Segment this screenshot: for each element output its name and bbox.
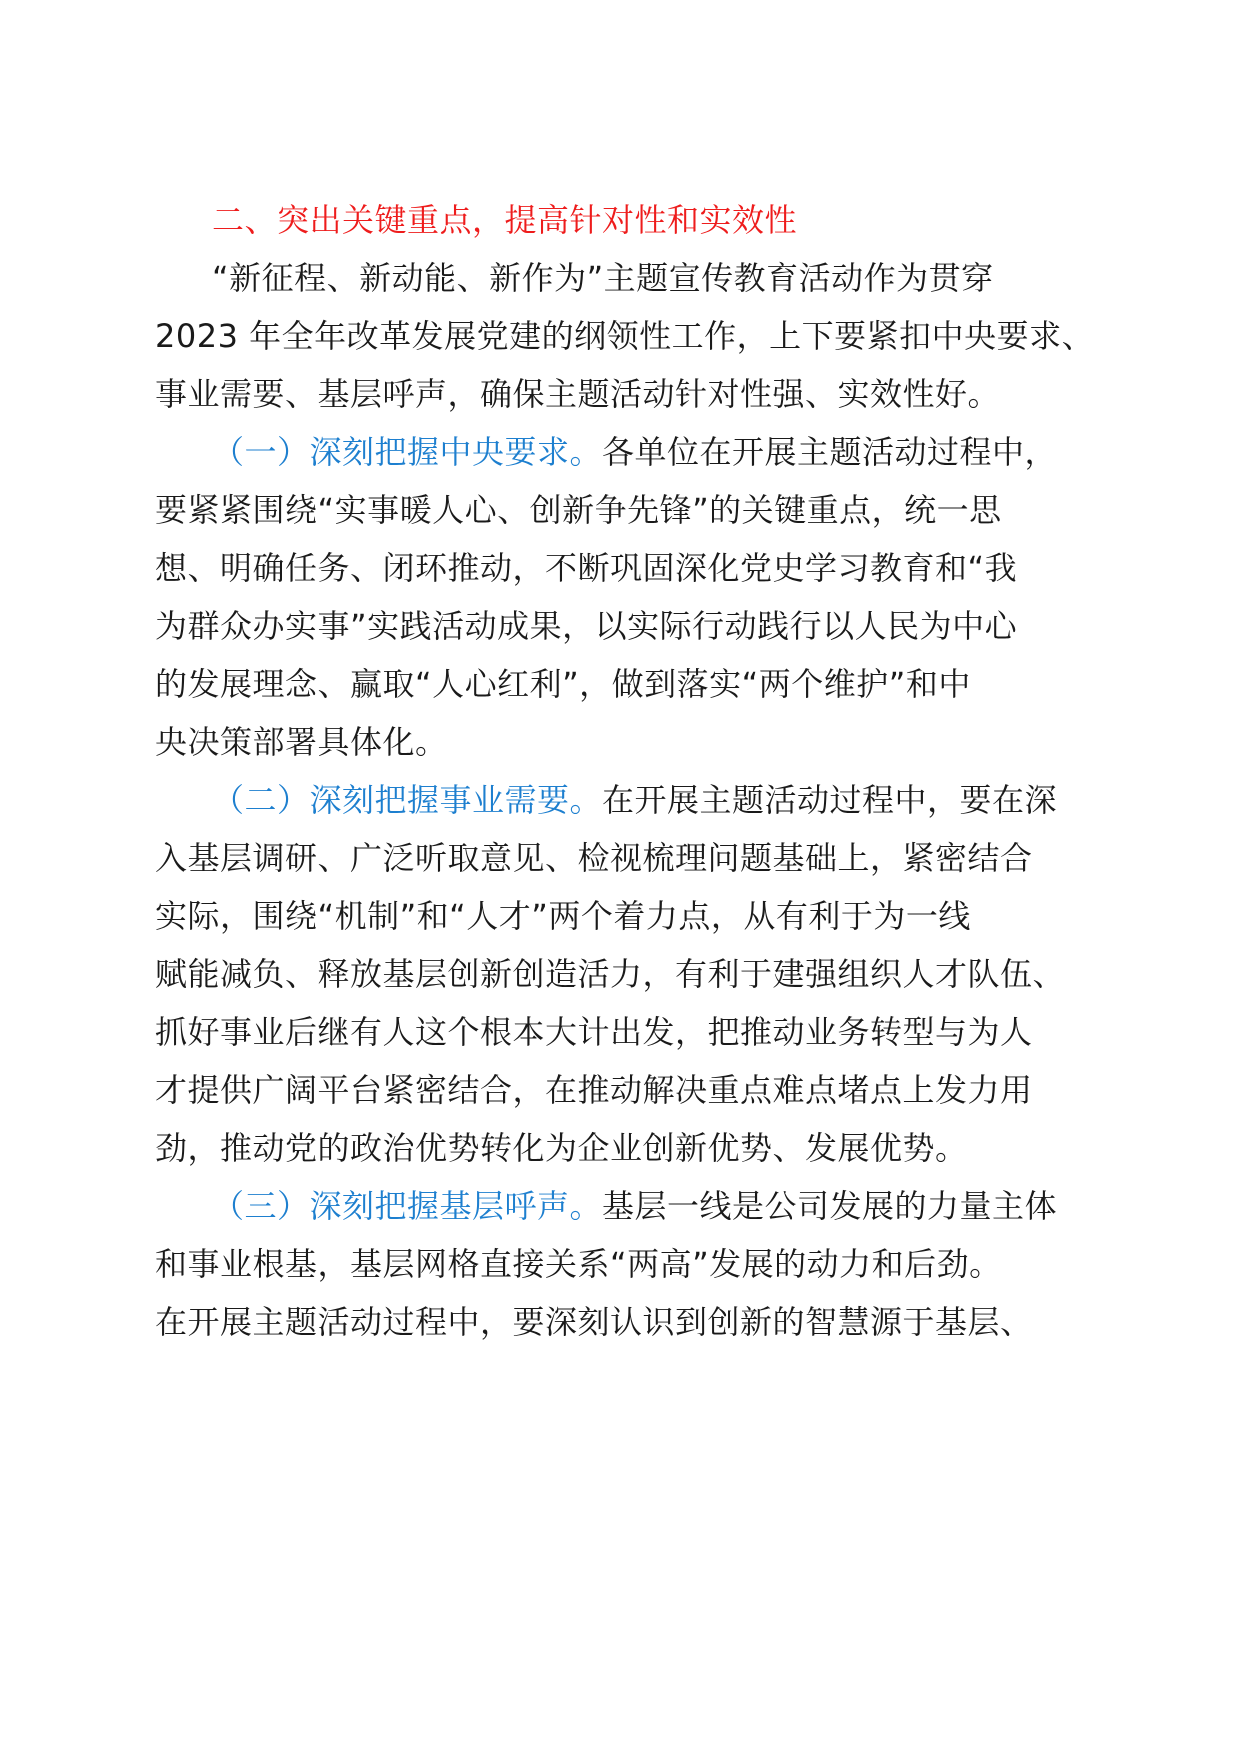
paragraph-line: 赋能减负、释放基层创新创造活力，有利于建强组织人才队伍、 <box>155 955 1066 993</box>
paragraph-line: 在开展主题活动过程中，要深刻认识到创新的智慧源于基层、 <box>155 1303 1033 1341</box>
paragraph-line: 抓好事业后继有人这个根本大计出发，把推动业务转型与为人 <box>155 1013 1033 1051</box>
paragraph-line: 2023 年全年改革发展党建的纲领性工作，上下要紧扣中央要求、 <box>155 317 1095 355</box>
paragraph-text: 各单位在开展主题活动过程中， <box>602 433 1058 471</box>
paragraph-line: 的发展理念、赢取“人心红利”，做到落实“两个维护”和中 <box>155 665 971 703</box>
paragraph-line: 想、明确任务、闭环推动，不断巩固深化党史学习教育和“我 <box>155 549 1018 587</box>
paragraph-line: 要紧紧围绕“实事暖人心、创新争先锋”的关键重点，统一思 <box>155 491 1002 529</box>
subsection-2-first-line <box>212 780 1057 820</box>
section-heading: 二、突出关键重点，提高针对性和实效性 <box>212 201 798 239</box>
subsection-1-first-line <box>212 432 1057 472</box>
paragraph-line: 才提供广阔平台紧密结合，在推动解决重点难点堵点上发力用 <box>155 1071 1033 1109</box>
paragraph-line: 事业需要、基层呼声，确保主题活动针对性强、实效性好。 <box>155 375 1001 413</box>
paragraph-line: 和事业根基，基层网格直接关系“两高”发展的动力和后劲。 <box>155 1245 1002 1283</box>
paragraph-line: 实际，围绕“机制”和“人才”两个着力点，从有利于为一线 <box>155 897 971 935</box>
paragraph-line: 为群众办实事”实践活动成果，以实际行动践行以人民为中心 <box>155 607 1018 645</box>
paragraph-line: 入基层调研、广泛听取意见、检视梳理问题基础上，紧密结合 <box>155 839 1033 877</box>
subsection-2-title: （二）深刻把握事业需要。 <box>212 781 603 819</box>
paragraph-line: 央决策部署具体化。 <box>155 723 448 761</box>
paragraph-line: 劲，推动党的政治优势转化为企业创新优势、发展优势。 <box>155 1129 968 1167</box>
paragraph-line: “新征程、新动能、新作为”主题宣传教育活动作为贯穿 <box>212 259 994 297</box>
subsection-3-first-line <box>212 1186 1057 1226</box>
subsection-1-title: （一）深刻把握中央要求。 <box>212 433 603 471</box>
paragraph-text: 基层一线是公司发展的力量主体 <box>602 1187 1058 1225</box>
paragraph-text: 在开展主题活动过程中，要在深 <box>602 781 1058 819</box>
subsection-3-title: （三）深刻把握基层呼声。 <box>212 1187 603 1225</box>
